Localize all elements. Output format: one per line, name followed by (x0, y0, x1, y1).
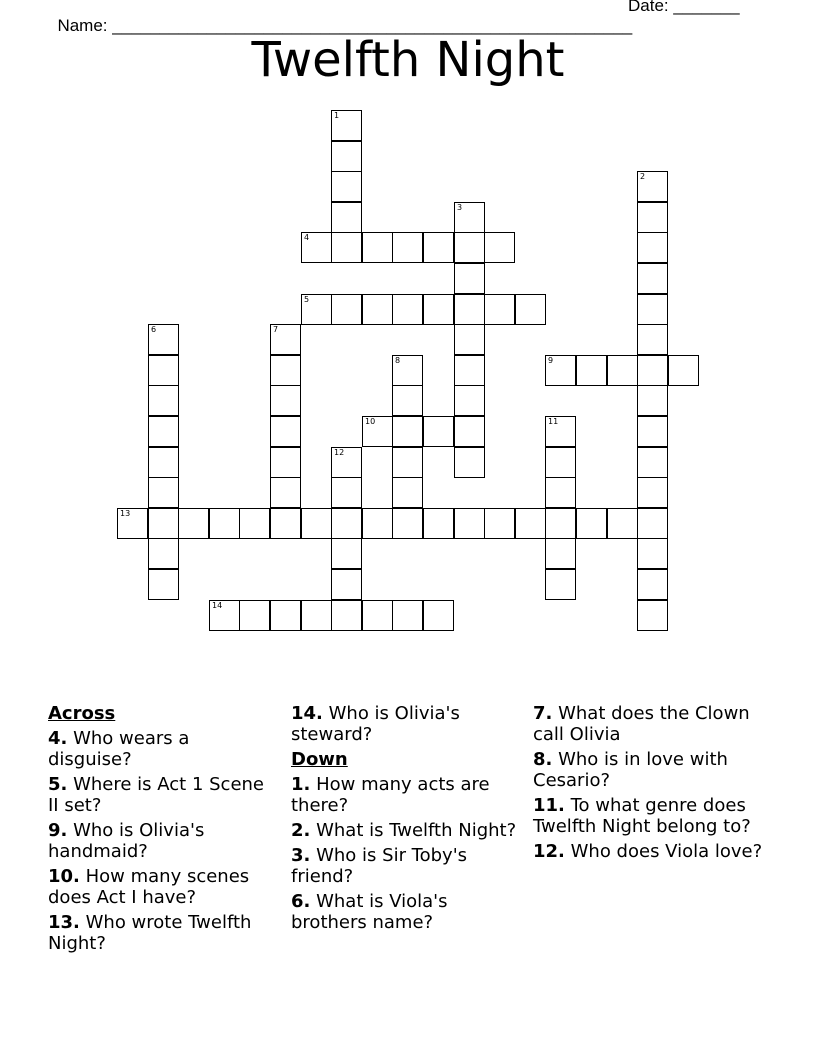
clue-item (48, 774, 278, 816)
grid-cell[interactable] (484, 232, 515, 263)
clue-item-text: What does the Clown call Olivia (533, 703, 750, 745)
grid-cell[interactable] (148, 569, 179, 600)
grid-cell[interactable] (454, 202, 485, 233)
grid-cell[interactable] (301, 232, 332, 263)
grid-cell[interactable] (454, 508, 485, 539)
clue-item (291, 820, 521, 841)
clue-item-text: Who is Sir Toby's friend? (291, 845, 468, 887)
grid-cell[interactable] (607, 355, 638, 386)
grid-cell[interactable] (301, 294, 332, 325)
grid-cell[interactable] (423, 600, 454, 631)
clue-item (48, 728, 278, 770)
grid-cell[interactable] (392, 447, 423, 478)
grid-cell[interactable] (454, 355, 485, 386)
grid-cell[interactable] (637, 324, 668, 355)
grid-cell[interactable] (392, 600, 423, 631)
grid-cell[interactable] (148, 355, 179, 386)
grid-cell[interactable] (576, 355, 607, 386)
grid-cell[interactable] (239, 508, 270, 539)
clue-column-2 (291, 703, 521, 937)
grid-cell[interactable] (209, 508, 240, 539)
grid-cell[interactable] (545, 569, 576, 600)
grid-cell[interactable] (515, 294, 546, 325)
grid-cell[interactable] (392, 385, 423, 416)
grid-cell[interactable] (270, 447, 301, 478)
clue-item (48, 820, 278, 862)
grid-cell[interactable] (362, 600, 393, 631)
grid-cell[interactable] (331, 600, 362, 631)
grid-cell[interactable] (454, 447, 485, 478)
clue-number: 1 (334, 111, 340, 120)
clue-item-number: 14. (291, 703, 323, 724)
grid-cell[interactable] (454, 385, 485, 416)
grid-cell[interactable] (423, 508, 454, 539)
clue-item-text: How many acts are there? (291, 774, 490, 816)
section-heading: Down (291, 749, 348, 770)
clue-item-number: 11. (533, 795, 565, 816)
clue-item-number: 3. (291, 845, 311, 866)
clue-item-text: Where is Act 1 Scene II set? (48, 774, 265, 816)
clue-number: 5 (304, 295, 310, 304)
clue-number: 12 (334, 448, 345, 457)
clue-item (291, 891, 521, 933)
clue-item (291, 845, 521, 887)
grid-cell[interactable] (637, 477, 668, 508)
clue-item-text: How many scenes does Act I have? (48, 866, 250, 908)
grid-cell[interactable] (545, 416, 576, 447)
clue-item-text: Who does Viola love? (564, 841, 763, 862)
grid-cell[interactable] (270, 324, 301, 355)
grid-cell[interactable] (331, 171, 362, 202)
grid-cell[interactable] (484, 294, 515, 325)
grid-cell[interactable] (148, 447, 179, 478)
grid-cell[interactable] (331, 538, 362, 569)
clue-item-text: Who is Olivia's steward? (291, 703, 460, 745)
clue-number: 13 (120, 509, 131, 518)
grid-cell[interactable] (637, 263, 668, 294)
grid-cell[interactable] (545, 477, 576, 508)
grid-cell[interactable] (637, 569, 668, 600)
clue-item-number: 7. (533, 703, 553, 724)
grid-cell[interactable] (392, 508, 423, 539)
grid-cell[interactable] (392, 294, 423, 325)
grid-cell[interactable] (637, 416, 668, 447)
clue-number: 8 (395, 356, 401, 365)
clue-item-text: Who wears a disguise? (48, 728, 190, 770)
grid-cell[interactable] (270, 600, 301, 631)
grid-cell[interactable] (637, 447, 668, 478)
grid-cell[interactable] (454, 294, 485, 325)
grid-cell[interactable] (392, 416, 423, 447)
grid-cell[interactable] (148, 385, 179, 416)
clue-item-number: 10. (48, 866, 80, 887)
grid-cell[interactable] (331, 447, 362, 478)
clue-number: 2 (640, 172, 646, 181)
grid-cell[interactable] (148, 324, 179, 355)
clue-item-text: Who wrote Twelfth Night? (48, 912, 252, 954)
grid-cell[interactable] (148, 477, 179, 508)
grid-cell[interactable] (239, 600, 270, 631)
grid-cell[interactable] (270, 416, 301, 447)
clue-item-number: 9. (48, 820, 68, 841)
clue-number: 9 (548, 356, 554, 365)
clue-item (533, 749, 763, 791)
clue-number: 7 (273, 325, 279, 334)
grid-cell[interactable] (331, 294, 362, 325)
grid-cell[interactable] (331, 477, 362, 508)
grid-cell[interactable] (362, 232, 393, 263)
grid-cell[interactable] (117, 508, 148, 539)
grid-cell[interactable] (454, 416, 485, 447)
clue-number: 14 (212, 601, 223, 610)
clue-item-text: Who is in love with Cesario? (533, 749, 728, 791)
grid-cell[interactable] (301, 600, 332, 631)
grid-cell[interactable] (637, 355, 668, 386)
clue-item-number: 8. (533, 749, 553, 770)
grid-cell[interactable] (545, 508, 576, 539)
clue-item-text: What is Twelfth Night? (310, 820, 517, 841)
grid-cell[interactable] (148, 508, 179, 539)
grid-cell[interactable] (637, 232, 668, 263)
grid-cell[interactable] (607, 508, 638, 539)
grid-cell[interactable] (637, 294, 668, 325)
grid-cell[interactable] (301, 508, 332, 539)
clue-item (533, 841, 763, 862)
grid-cell[interactable] (545, 447, 576, 478)
grid-cell[interactable] (362, 508, 393, 539)
grid-cell[interactable] (178, 508, 209, 539)
grid-cell[interactable] (392, 477, 423, 508)
grid-cell[interactable] (270, 508, 301, 539)
clue-item-number: 13. (48, 912, 80, 933)
clue-number: 4 (304, 233, 310, 242)
clue-item (533, 795, 763, 837)
grid-cell[interactable] (454, 324, 485, 355)
grid-cell[interactable] (637, 202, 668, 233)
clue-number: 11 (548, 417, 559, 426)
grid-cell[interactable] (331, 569, 362, 600)
grid-cell[interactable] (668, 355, 699, 386)
grid-cell[interactable] (148, 538, 179, 569)
grid-cell[interactable] (545, 355, 576, 386)
grid-cell[interactable] (209, 600, 240, 631)
clue-column-1 (48, 703, 278, 958)
grid-cell[interactable] (331, 508, 362, 539)
grid-cell[interactable] (545, 538, 576, 569)
grid-cell[interactable] (637, 600, 668, 631)
clue-item-number: 4. (48, 728, 68, 749)
grid-cell[interactable] (148, 416, 179, 447)
clue-item-number: 2. (291, 820, 311, 841)
grid-cell[interactable] (637, 171, 668, 202)
clue-item-text: What is Viola's brothers name? (291, 891, 448, 933)
clue-item (48, 912, 278, 954)
grid-cell[interactable] (423, 416, 454, 447)
clue-column-3 (533, 703, 763, 866)
clue-item-text: Who is Olivia's handmaid? (48, 820, 205, 862)
clue-item-number: 1. (291, 774, 311, 795)
grid-cell[interactable] (270, 385, 301, 416)
clue-number: 3 (457, 203, 463, 212)
clue-number: 10 (365, 417, 376, 426)
clue-item-text: To what genre does Twelfth Night belong to? (533, 795, 751, 837)
grid-cell[interactable] (515, 508, 546, 539)
grid-cell[interactable] (637, 508, 668, 539)
name-field[interactable]: Name: _______________________________________________________ (57, 16, 633, 35)
grid-cell[interactable] (362, 294, 393, 325)
clue-item (533, 703, 763, 745)
grid-cell[interactable] (484, 508, 515, 539)
clue-item-number: 12. (533, 841, 565, 862)
clue-item-number: 5. (48, 774, 68, 795)
clue-number: 6 (151, 325, 157, 334)
grid-cell[interactable] (423, 294, 454, 325)
page-title: Twelfth Night (251, 32, 565, 88)
grid-cell[interactable] (270, 477, 301, 508)
grid-cell[interactable] (362, 416, 393, 447)
grid-cell[interactable] (331, 202, 362, 233)
grid-cell[interactable] (392, 232, 423, 263)
clue-item (48, 866, 278, 908)
grid-cell[interactable] (454, 232, 485, 263)
clue-item (291, 703, 521, 745)
date-field[interactable]: Date: _______ (628, 0, 740, 15)
grid-cell[interactable] (454, 263, 485, 294)
grid-cell[interactable] (423, 232, 454, 263)
grid-cell[interactable] (270, 355, 301, 386)
clue-item-number: 6. (291, 891, 311, 912)
section-heading: Across (48, 703, 116, 724)
grid-cell[interactable] (331, 232, 362, 263)
grid-cell[interactable] (392, 355, 423, 386)
grid-cell[interactable] (637, 385, 668, 416)
grid-cell[interactable] (637, 538, 668, 569)
grid-cell[interactable] (331, 141, 362, 172)
grid-cell[interactable] (576, 508, 607, 539)
clue-item (291, 774, 521, 816)
grid-cell[interactable] (331, 110, 362, 141)
